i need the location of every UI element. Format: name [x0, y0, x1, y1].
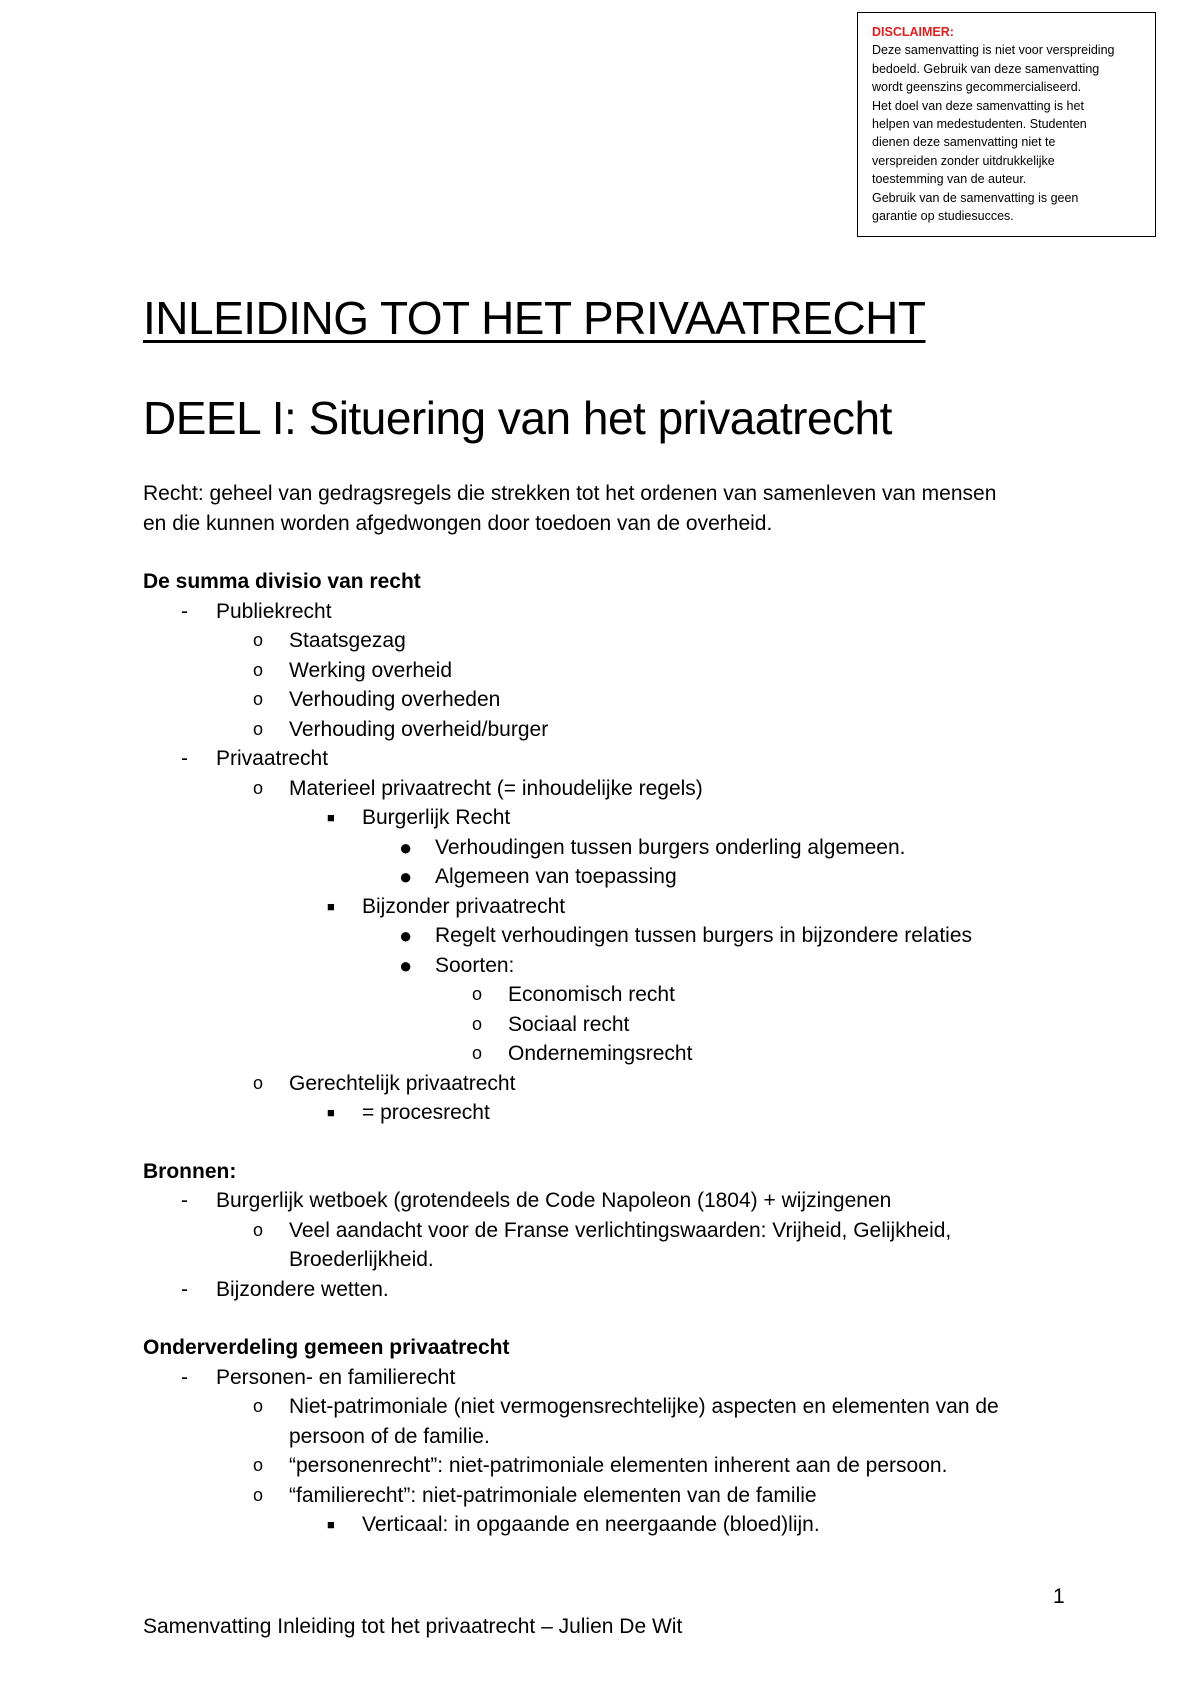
- disclaimer-box: [857, 12, 1156, 237]
- circle-bullet: o: [253, 659, 264, 680]
- list-item-text: Veel aandacht voor de Franse verlichtingswaarden: Vrijheid, Gelijkheid,: [289, 1218, 952, 1242]
- list-item: [143, 803, 1083, 833]
- list-item-text: Werking overheid: [289, 658, 453, 682]
- circle-bullet: o: [253, 1396, 264, 1416]
- list-item-text: Bijzondere wetten.: [216, 1277, 389, 1301]
- disclaimer-line: bedoeld. Gebruik van deze samenvatting: [872, 61, 1100, 76]
- spacer: [143, 1128, 1083, 1157]
- disclaimer-line: Gebruik van de samenvatting is geen: [872, 190, 1079, 205]
- disclaimer-line: verspreiden zonder uitdrukkelijke: [872, 153, 1055, 168]
- list-item: [143, 715, 1083, 745]
- list-item: [143, 1510, 1083, 1540]
- circle-bullet: o: [472, 1043, 483, 1063]
- list-item: [143, 774, 1083, 804]
- circle-bullet: o: [253, 689, 264, 709]
- section-heading-bronnen: Bronnen:: [143, 1159, 237, 1183]
- list-item: [143, 656, 1083, 686]
- list-item-continuation: [143, 1245, 1083, 1275]
- list-item: [143, 597, 1083, 627]
- document-title: INLEIDING TOT HET PRIVAATRECHT: [143, 292, 926, 344]
- list-item-text: Publiekrecht: [216, 599, 332, 623]
- list-item: [143, 1098, 1083, 1128]
- page-footer: Samenvatting Inleiding tot het privaatrecht – Julien De Wit: [143, 1615, 683, 1638]
- disclaimer-line: dienen deze samenvatting niet te: [872, 135, 1056, 150]
- list-item-text: Ondernemingsrecht: [508, 1042, 693, 1065]
- list-item: [143, 744, 1083, 774]
- circle-bullet: o: [253, 1072, 264, 1093]
- list-item-text: Privaatrecht: [216, 747, 329, 770]
- dash-bullet: -: [181, 1365, 188, 1389]
- list-item-continuation: [143, 1422, 1083, 1452]
- list-item-text: Verhouding overheid/burger: [289, 717, 549, 741]
- circle-bullet: o: [253, 1484, 264, 1505]
- list-item: [143, 1069, 1083, 1099]
- list-item-text: = procesrecht: [362, 1101, 490, 1124]
- list-item-text: Gerechtelijk privaatrecht: [289, 1071, 516, 1095]
- list-item-text: persoon of de familie.: [289, 1424, 490, 1448]
- circle-bullet: o: [253, 1455, 264, 1475]
- list-item: [143, 685, 1083, 715]
- circle-bullet: o: [253, 630, 264, 650]
- square-bullet: ■: [327, 810, 335, 825]
- list-item-text: Materieel privaatrecht (= inhoudelijke regels): [289, 776, 703, 800]
- circle-bullet: o: [253, 777, 264, 798]
- intro-line: en die kunnen worden afgedwongen door toedoen van de overheid.: [143, 511, 773, 535]
- list-item: [143, 921, 1083, 951]
- list-item-text: “familierecht”: niet-patrimoniale elementen van de familie: [289, 1483, 817, 1507]
- dot-bullet: ●: [399, 864, 413, 889]
- disclaimer-title: DISCLAIMER:: [872, 25, 954, 39]
- dash-bullet: -: [181, 1277, 188, 1301]
- list-item-text: Verhouding overheden: [289, 688, 501, 711]
- list-item: [143, 1392, 1083, 1422]
- list-item-text: Burgerlijk wetboek (grotendeels de Code Napoleon (1804) + wijzingenen: [216, 1189, 892, 1212]
- list-item: [143, 862, 1083, 892]
- document-body: [143, 479, 1083, 1540]
- page-number: 1: [1053, 1585, 1065, 1608]
- dash-bullet: -: [181, 599, 188, 623]
- square-bullet: ■: [327, 1105, 335, 1120]
- section-heading-summa-divisio: De summa divisio van recht: [143, 570, 421, 593]
- dash-bullet: -: [181, 1189, 188, 1212]
- list-item-text: Economisch recht: [508, 983, 675, 1006]
- dash-bullet: -: [181, 747, 188, 770]
- list-item-text: Regelt verhoudingen tussen burgers in bijzondere relaties: [435, 924, 972, 947]
- list-item-text: Algemeen van toepassing: [435, 865, 677, 888]
- list-item: [143, 1039, 1083, 1069]
- square-bullet: ■: [327, 898, 335, 914]
- disclaimer-line: toestemming van de auteur.: [872, 172, 1027, 187]
- spacer: [143, 538, 1083, 567]
- list-item: [143, 892, 1083, 922]
- circle-bullet: o: [472, 984, 483, 1004]
- list-item-text: Personen- en familierecht: [216, 1365, 456, 1389]
- part-title: DEEL I: Situering van het privaatrecht: [143, 392, 892, 444]
- list-item-text: Niet-patrimoniale (niet vermogensrechtelijke) aspecten en elementen van de: [289, 1395, 999, 1418]
- list-item-text: Sociaal recht: [508, 1012, 630, 1036]
- circle-bullet: o: [472, 1013, 483, 1034]
- disclaimer-line: Het doel van deze samenvatting is het: [872, 98, 1084, 113]
- circle-bullet: o: [253, 1219, 264, 1240]
- list-item-text: “personenrecht”: niet-patrimoniale elementen inherent aan de persoon.: [289, 1454, 948, 1477]
- section-heading-onderverdeling: Onderverdeling gemeen privaatrecht: [143, 1336, 510, 1359]
- disclaimer-line: helpen van medestudenten. Studenten: [872, 117, 1087, 132]
- list-item: [143, 1451, 1083, 1481]
- list-item: [143, 980, 1083, 1010]
- list-item: [143, 833, 1083, 863]
- intro-line: Recht: geheel van gedragsregels die strekken tot het ordenen van samenleven van mensen: [143, 482, 997, 505]
- list-item: [143, 1216, 1083, 1246]
- disclaimer-line: Deze samenvatting is niet voor verspreiding: [872, 43, 1115, 58]
- circle-bullet: o: [253, 718, 264, 739]
- dot-bullet: ●: [399, 923, 413, 948]
- list-item-text: Staatsgezag: [289, 629, 406, 652]
- list-item: [143, 1010, 1083, 1040]
- list-item-text: Soorten:: [435, 953, 515, 977]
- list-item-text: Bijzonder privaatrecht: [362, 894, 566, 918]
- list-item: [143, 1363, 1083, 1393]
- list-item: [143, 951, 1083, 981]
- list-item: [143, 1186, 1083, 1216]
- disclaimer-line: wordt geenszins gecommercialiseerd.: [872, 80, 1082, 95]
- list-item-text: Burgerlijk Recht: [362, 806, 511, 829]
- dot-bullet: ●: [399, 834, 413, 860]
- disclaimer-line: garantie op studiesucces.: [872, 209, 1014, 224]
- list-item: [143, 626, 1083, 656]
- list-item-text: Verhoudingen tussen burgers onderling algemeen.: [435, 835, 906, 859]
- spacer: [143, 1304, 1083, 1333]
- list-item-text: Verticaal: in opgaande en neergaande (bloed)lijn.: [362, 1513, 820, 1536]
- square-bullet: ■: [327, 1517, 335, 1532]
- list-item: [143, 1481, 1083, 1511]
- dot-bullet: ●: [399, 952, 413, 978]
- list-item-text: Broederlijkheid.: [289, 1248, 434, 1271]
- list-item: [143, 1275, 1083, 1305]
